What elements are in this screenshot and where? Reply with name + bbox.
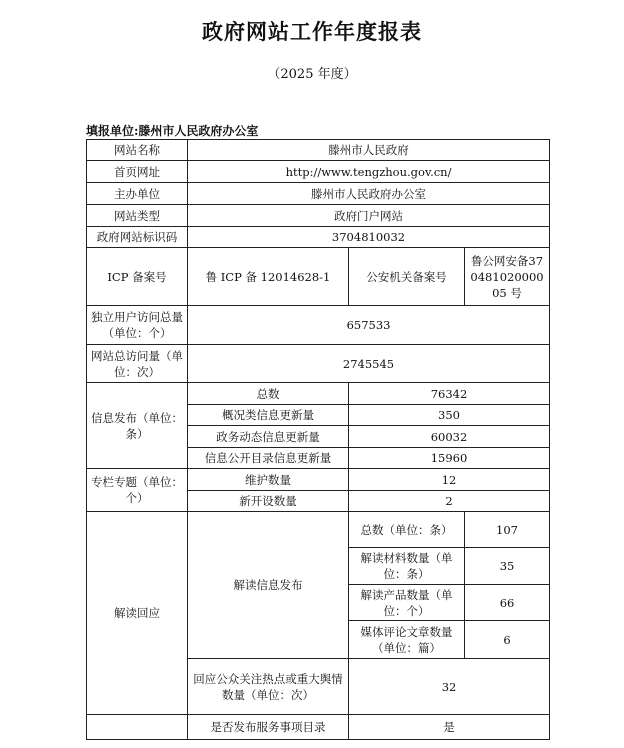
host-label: 主办单位 (87, 183, 188, 205)
table-row (87, 469, 550, 491)
report-table (86, 139, 550, 740)
table-row (87, 383, 550, 405)
table-row (87, 306, 550, 345)
special-topics-label: 专栏专题（单位：个） (87, 469, 188, 512)
table-row (87, 183, 550, 205)
site-name-value: 滕州市人民政府 (188, 140, 550, 161)
interpretation-row-value: 35 (465, 548, 550, 585)
service-catalog-label: 是否发布服务事项目录 (188, 715, 349, 740)
info-publish-row-value: 76342 (349, 383, 550, 405)
info-publish-row-label: 总数 (188, 383, 349, 405)
page-title: 政府网站工作年度报表 (202, 20, 422, 44)
site-name-label: 网站名称 (87, 140, 188, 161)
icp-label: ICP 备案号 (87, 248, 188, 306)
special-topics-row-label: 维护数量 (188, 469, 349, 491)
special-topics-row-value: 2 (349, 491, 550, 512)
table-row (87, 715, 550, 740)
table-row (87, 205, 550, 227)
site-id-label: 政府网站标识码 (87, 227, 188, 248)
table-row (87, 345, 550, 383)
info-publish-row-label: 政务动态信息更新量 (188, 426, 349, 448)
police-record-label: 公安机关备案号 (349, 248, 465, 306)
interpretation-row-value: 6 (465, 621, 550, 659)
homepage-label: 首页网址 (87, 161, 188, 183)
info-publish-row-value: 350 (349, 405, 550, 426)
table-row (87, 248, 550, 306)
page-views-value: 2745545 (188, 345, 550, 383)
unique-visitors-label: 独立用户访问总量（单位：个） (87, 306, 188, 345)
response-count-label: 回应公众关注热点或重大舆情数量（单位：次） (188, 659, 349, 715)
interpretation-row-label: 媒体评论文章数量（单位：篇） (349, 621, 465, 659)
site-id-value: 3704810032 (188, 227, 550, 248)
table-row (87, 227, 550, 248)
site-type-label: 网站类型 (87, 205, 188, 227)
table-row (87, 140, 550, 161)
unique-visitors-value: 657533 (188, 306, 550, 345)
report-year: （2025 年度） (267, 67, 357, 82)
police-record-value: 鲁公网安备37048102000005 号 (465, 248, 550, 306)
info-publish-row-label: 信息公开目录信息更新量 (188, 448, 349, 469)
interpretation-row-value: 107 (465, 512, 550, 548)
interpretation-row-label: 解读产品数量（单位：个） (349, 585, 465, 621)
table-row (87, 512, 550, 548)
table-row (87, 161, 550, 183)
reporting-unit: 填报单位:滕州市人民政府办公室 (86, 124, 259, 138)
site-type-value: 政府门户网站 (188, 205, 550, 227)
info-publish-label: 信息发布（单位：条） (87, 383, 188, 469)
response-count-value: 32 (349, 659, 550, 715)
info-publish-row-value: 60032 (349, 426, 550, 448)
page-views-label: 网站总访问量（单位：次） (87, 345, 188, 383)
special-topics-row-label: 新开设数量 (188, 491, 349, 512)
interpretation-row-label: 解读材料数量（单位：条） (349, 548, 465, 585)
interpretation-publish-label: 解读信息发布 (188, 512, 349, 659)
icp-value: 鲁 ICP 备 12014628-1 (188, 248, 349, 306)
info-publish-row-value: 15960 (349, 448, 550, 469)
service-catalog-value: 是 (349, 715, 550, 740)
interpretation-label: 解读回应 (87, 512, 188, 715)
interpretation-row-value: 66 (465, 585, 550, 621)
homepage-value: http://www.tengzhou.gov.cn/ (188, 161, 550, 183)
special-topics-row-value: 12 (349, 469, 550, 491)
interpretation-row-label: 总数（单位：条） (349, 512, 465, 548)
host-value: 滕州市人民政府办公室 (188, 183, 550, 205)
info-publish-row-label: 概况类信息更新量 (188, 405, 349, 426)
service-catalog-empty-cell (87, 715, 188, 740)
